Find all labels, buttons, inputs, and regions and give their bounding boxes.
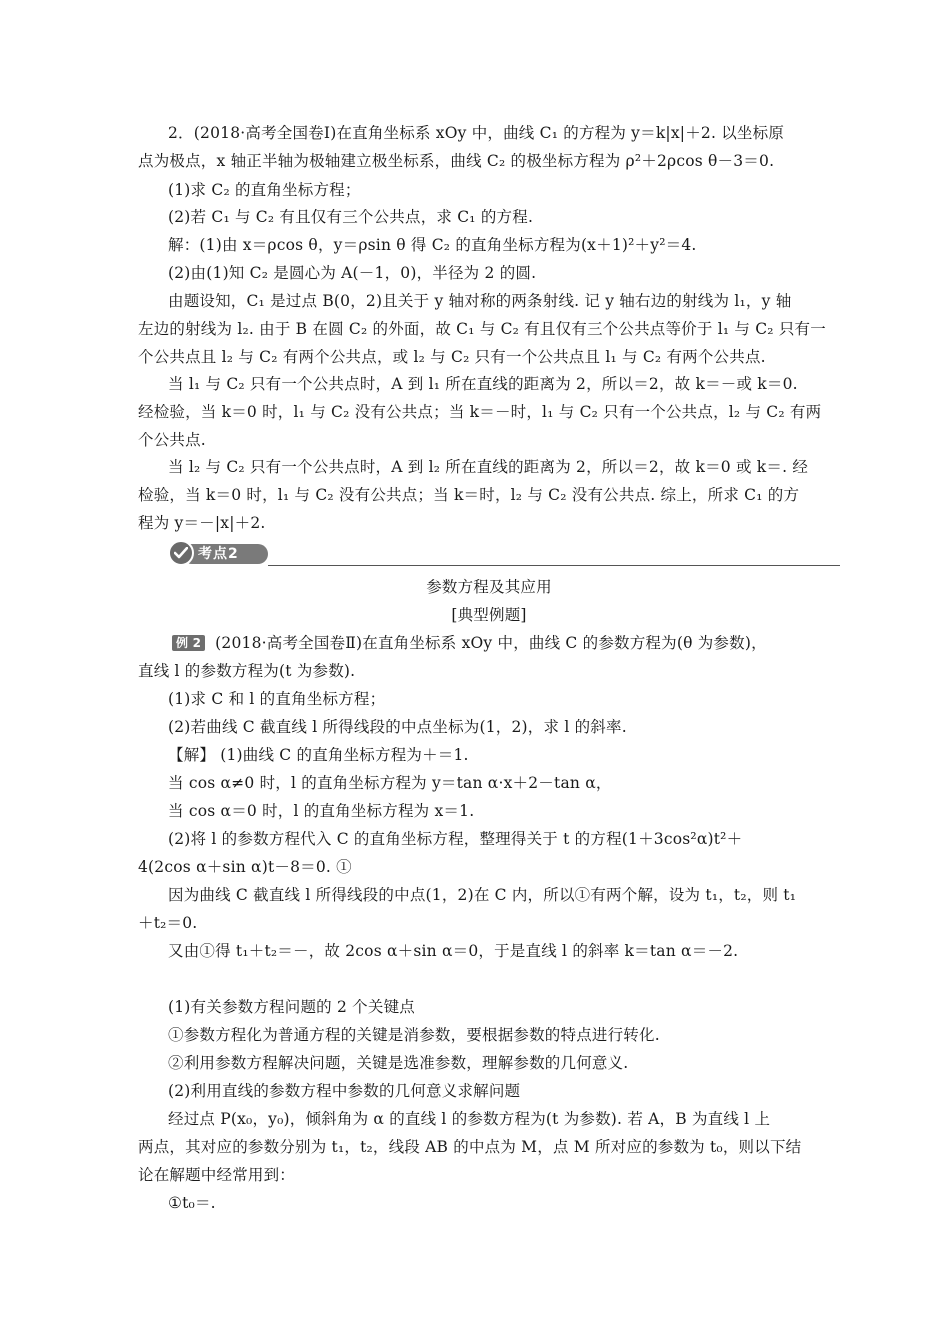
solution-line: 检验，当 k＝0 时，l₁ 与 C₂ 没有公共点；当 k＝时，l₂ 与 C₂ 没有公共点. 综上，所求 C₁ 的方 [138,486,800,504]
example-badge: 例 2 [172,635,205,651]
note-line: ①t₀＝. [168,1194,216,1212]
section-badge [168,540,268,566]
solution-line: (2)由(1)知 C₂ 是圆心为 A(－1，0)，半径为 2 的圆. [168,264,537,282]
example-solution-line: 因为曲线 C 截直线 l 所得线段的中点(1，2)在 C 内，所以①有两个解，设为 t₁，t₂，则 t₁ [168,886,797,904]
example-line: (2)若曲线 C 截直线 l 所得线段的中点坐标为(1，2)，求 l 的斜率. [168,718,627,736]
solution-line: 左边的射线为 l₂. 由于 B 在圆 C₂ 的外面，故 C₁ 与 C₂ 有且仅有三个公共点等价于 l₁ 与 C₂ 只有一 [138,320,826,338]
section-subtitle: [典型例题] [451,606,527,624]
note-line: 论在解题中经常用到： [138,1166,296,1184]
note-line: (1)有关参数方程问题的 2 个关键点 [168,998,415,1016]
note-line: (2)利用直线的参数方程中参数的几何意义求解问题 [168,1082,521,1100]
note-line: ①参数方程化为普通方程的关键是消参数，要根据参数的特点进行转化. [168,1026,660,1044]
problem-line: (2)若 C₁ 与 C₂ 有且仅有三个公共点，求 C₁ 的方程. [168,208,534,226]
example-solution-line: 4(2cos α＋sin α)t－8＝0. ① [138,858,352,876]
note-line: 两点，其对应的参数分别为 t₁，t₂，线段 AB 的中点为 M，点 M 所对应的参数为 t₀，则以下结 [138,1138,802,1156]
example-line: (1)求 C 和 l 的直角坐标方程； [168,690,386,708]
solution-line: 当 l₁ 与 C₂ 只有一个公共点时，A 到 l₁ 所在直线的距离为 2，所以＝2，故 k＝－或 k＝0. [168,375,798,393]
solution-line: 个公共点且 l₂ 与 C₂ 有两个公共点，或 l₂ 与 C₂ 只有一个公共点且 l₁ 与 C₂ 有两个公共点. [138,348,766,366]
problem-line: 2．(2018·高考全国卷Ⅰ)在直角坐标系 xOy 中，曲线 C₁ 的方程为 y＝k|x|＋2. 以坐标原 [168,124,785,142]
example-solution-line: (2)将 l 的参数方程代入 C 的直角坐标方程，整理得关于 t 的方程(1＋3cos²α)t²＋ [168,830,743,848]
checkmark-icon [168,540,194,566]
example-solution-line: 当 cos α＝0 时，l 的直角坐标方程为 x＝1. [168,802,475,820]
problem-line: 点为极点，x 轴正半轴为极轴建立极坐标系，曲线 C₂ 的极坐标方程为 ρ²＋2ρcos θ－3＝0. [138,152,775,170]
section-divider [268,565,840,566]
example-line: 直线 l 的参数方程为(t 为参数). [138,662,356,680]
solution-line: 经检验，当 k＝0 时，l₁ 与 C₂ 没有公共点；当 k＝－时，l₁ 与 C₂ 只有一个公共点，l₂ 与 C₂ 有两 [138,403,822,421]
section-badge-label: 考点2 [198,546,239,562]
example-line: 例 2 (2018·高考全国卷Ⅱ)在直角坐标系 xOy 中，曲线 C 的参数方程为(θ 为参数)， [172,633,852,653]
example-solution-line: 【解】 (1)曲线 C 的直角坐标方程为＋＝1. [168,746,469,764]
problem-line: (1)求 C₂ 的直角坐标方程； [168,181,361,199]
solution-line: 当 l₂ 与 C₂ 只有一个公共点时，A 到 l₂ 所在直线的距离为 2，所以＝2，故 k＝0 或 k＝. 经 [168,458,809,476]
solution-line: 个公共点. [138,431,206,449]
note-line: ②利用参数方程解决问题，关键是选准参数，理解参数的几何意义. [168,1054,629,1072]
solution-line: 程为 y＝－|x|＋2. [138,514,266,532]
section-title: 参数方程及其应用 [426,578,552,596]
solution-line: 解：(1)由 x＝ρcos θ，y＝ρsin θ 得 C₂ 的直角坐标方程为(x＋1)²＋y²＝4. [168,236,697,254]
example-solution-line: 又由①得 t₁＋t₂＝－，故 2cos α＋sin α＝0，于是直线 l 的斜率 k＝tan α＝－2. [168,942,739,960]
example-solution-line: 当 cos α≠0 时，l 的直角坐标方程为 y＝tan α·x＋2－tan α， [168,774,612,792]
note-line: 经过点 P(x₀，y₀)，倾斜角为 α 的直线 l 的参数方程为(t 为参数). 若 A，B 为直线 l 上 [168,1110,771,1128]
solution-line: 由题设知，C₁ 是过点 B(0，2)且关于 y 轴对称的两条射线. 记 y 轴右边的射线为 l₁，y 轴 [168,292,792,310]
example-solution-line: ＋t₂＝0. [138,914,198,932]
